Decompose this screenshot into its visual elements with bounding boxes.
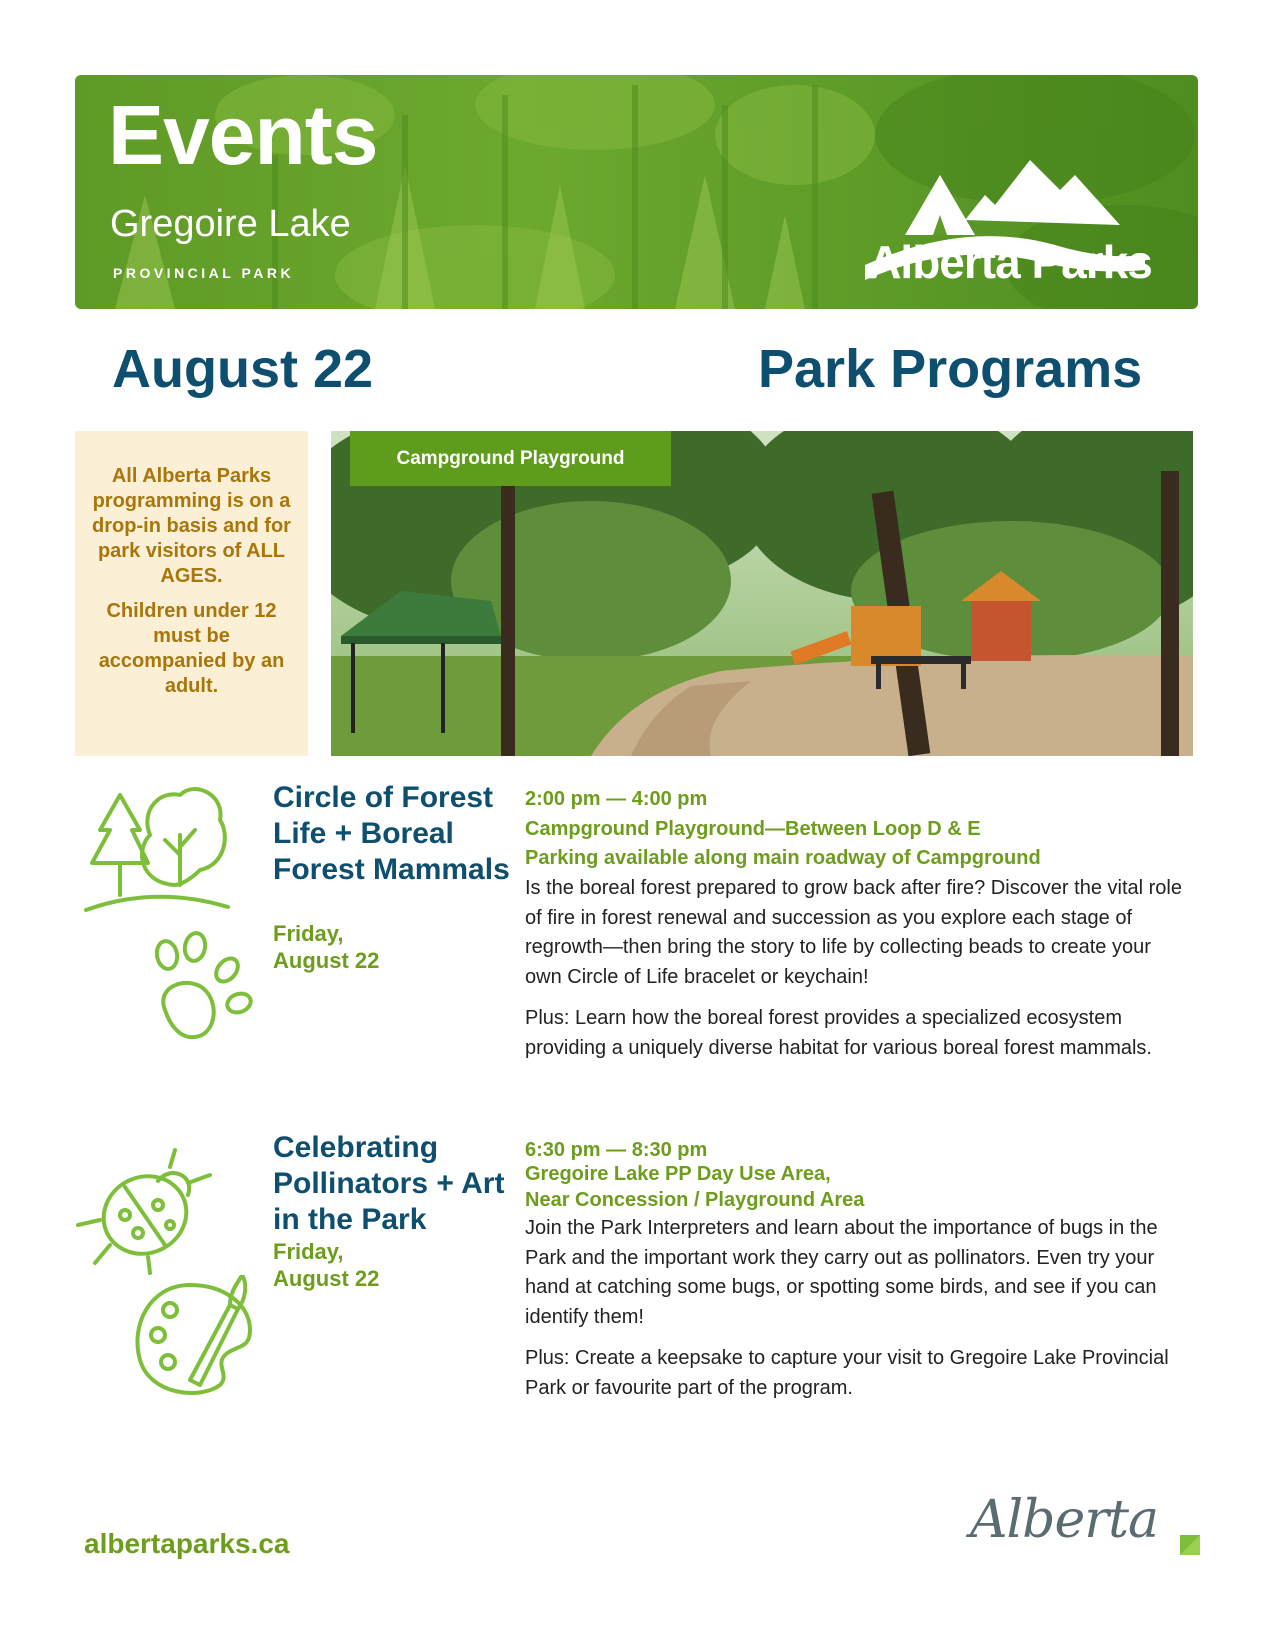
event-description [525,874,1193,1075]
event-title: Celebrating Pollinators + Art in the Park [273,1131,505,1236]
brand-name: Alberta Parks [868,236,1152,288]
section-heading: Park Programs [758,339,1143,399]
event-date: August 22 [273,948,380,973]
drop-in-notice [75,431,308,756]
event-location-detail: Near Concession / Playground Area [525,1189,865,1211]
website-link[interactable]: albertaparks.ca [84,1528,290,1559]
paint-palette-icon [130,1275,260,1405]
event-parking: Parking available along main roadway of Campground [525,847,1041,869]
park-name: Gregoire Lake [110,203,351,245]
notice-paragraph: All Alberta Parks programming is on a drop-in basis and for park visitors of ALL AGES. [92,465,291,587]
event-date: August 22 [273,1266,380,1291]
paw-print-icon [135,925,265,1055]
government-of-alberta-logo: Alberta [970,1490,1158,1550]
ladybug-icon [70,1145,220,1275]
alberta-logo-square-icon [1180,1535,1200,1555]
event-time: 6:30 pm — 8:30 pm [525,1139,708,1161]
event-location: Campground Playground—Between Loop D & E [525,818,981,840]
event-location: Gregoire Lake PP Day Use Area, [525,1163,831,1185]
event-paragraph: Plus: Learn how the boreal forest provides a specialized ecosystem providing a uniquely diverse habitat for various boreal forest mammals. [525,1007,1152,1059]
photo-location-tag: Campground Playground [350,431,671,486]
banner-title: Events [108,88,378,182]
tree-icon [80,775,230,925]
event-day: Friday, [273,1239,344,1264]
event-paragraph: Join the Park Interpreters and learn about the importance of bugs in the Park and the important work they carry out as pollinators. Even try your hand at catching some bugs, or spotting some birds, and see if you can identify them! [525,1217,1158,1328]
event-paragraph: Is the boreal forest prepared to grow back after fire? Discover the vital role of fire in forest renewal and succession as you explore each stage of regrowth—then bring the story to life by collecting beads to create your own Circle of Life bracelet or keychain! [525,877,1182,988]
event-paragraph: Plus: Create a keepsake to capture your visit to Gregoire Lake Provincial Park or favourite part of the program. [525,1347,1169,1399]
event-title: Circle of Forest Life + Boreal Forest Mammals [273,781,510,886]
event-day: Friday, [273,921,344,946]
event-time: 2:00 pm — 4:00 pm [525,788,708,810]
notice-paragraph: Children under 12 must be accompanied by an adult. [98,600,285,697]
event-description [525,1214,1193,1415]
date-heading: August 22 [112,339,374,399]
park-type: PROVINCIAL PARK [113,265,295,281]
header-banner [75,75,1198,309]
